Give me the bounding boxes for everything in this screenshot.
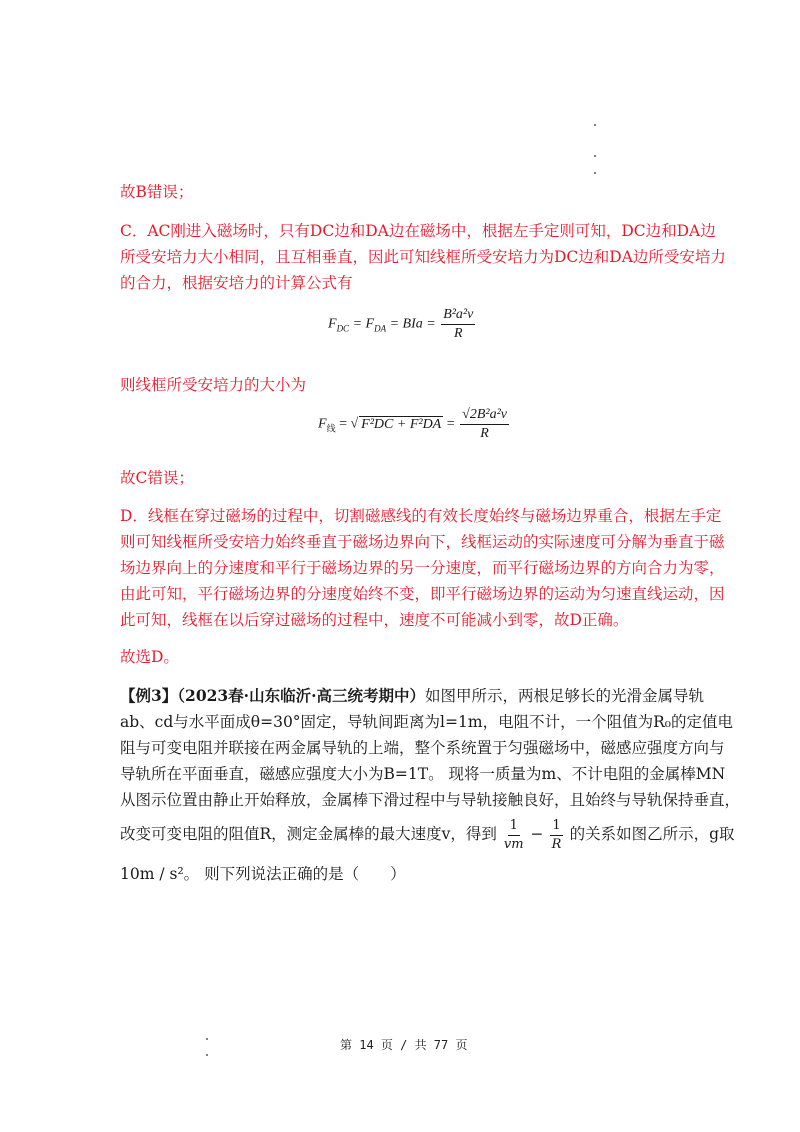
eq1-rhs: = BIa = <box>386 316 440 332</box>
sqrt-icon: √ <box>350 416 359 432</box>
choose-d-line: 故选D。 <box>120 648 179 666</box>
example-line-7: 10m / s²。 则下列说法正确的是（ ） <box>120 865 406 883</box>
example-source: （2023春·山东临沂·高三统考期中） <box>177 686 425 705</box>
d-line-5: 此可知，线框在以后穿过磁场的过程中，速度不可能减小到零，故D正确。 <box>120 611 629 629</box>
example-line-3: 阻与可变电阻并联接在两金属导轨的上端，整个系统置于匀强磁场中，磁感应强度方向与 <box>120 739 725 757</box>
example-tag: 【例3】 <box>120 686 178 705</box>
eq1-sub-dc: DC <box>336 323 350 334</box>
eq2-root: F²DC + F²DA <box>361 416 442 432</box>
eq1-fraction <box>441 306 475 343</box>
eq2-f: F <box>318 416 327 432</box>
frac3-num: 1 <box>508 817 520 836</box>
eq1-sub-da: DA <box>374 323 387 334</box>
c-line-2: 所受安培力大小相同，且互相垂直，因此可知线框所受安培力为DC边和DA边所受安培力 <box>120 248 726 266</box>
page-dot <box>594 172 596 174</box>
c-line-3: 的合力，根据安培力的计算公式有 <box>120 274 353 292</box>
eq1-numerator: B²a²v <box>441 306 475 325</box>
eq2-fraction <box>460 406 509 443</box>
eq2-sub: 线 <box>326 423 336 434</box>
frac-minus: − <box>525 825 549 843</box>
frac4-den: R <box>551 836 562 852</box>
eq2-eq: = <box>335 416 351 432</box>
eq1-mid: = F <box>349 316 375 332</box>
page-dot <box>594 155 596 157</box>
example-text-6b: 的关系如图乙所示，g取 <box>569 825 735 843</box>
example-line-6 <box>120 814 735 854</box>
example-text-6a: 改变可变电阻的阻值R，测定金属棒的最大速度v，得到 <box>120 825 497 843</box>
frac-1-over-r <box>550 817 562 854</box>
equation-1 <box>328 306 477 343</box>
eq1-f: F <box>328 316 337 332</box>
d-line-3: 场边界向上的分速度和平行于磁场边界的另一分速度，而平行磁场边界的方向合力为零， <box>120 559 725 577</box>
d-line-2: 则可知线框所受安培力始终垂直于磁场边界向下，线框运动的实际速度可分解为垂直于磁 <box>120 533 725 551</box>
page-dot <box>206 1038 208 1040</box>
c-wrong-line: 故C错误； <box>120 469 194 487</box>
example-line-5: 从图示位置由静止开始释放，金属棒下滑过程中与导轨接触良好，且始终与导轨保持垂直， <box>120 791 741 809</box>
frac4-num: 1 <box>550 817 562 836</box>
c-line-4: 则线框所受安培力的大小为 <box>120 376 307 394</box>
frac3-den: vm <box>503 836 524 852</box>
example-line-4: 导轨所在平面垂直，磁感应强度大小为B=1T。 现将一质量为m、不计电阻的金属棒MN <box>120 765 726 783</box>
example-line-1 <box>120 684 704 706</box>
page-footer: 第 14 页 / 共 77 页 <box>340 1038 468 1052</box>
b-wrong-line: 故B错误； <box>120 183 194 201</box>
page-dot <box>594 124 596 126</box>
eq1-denominator: R <box>453 326 463 341</box>
c-line-1: C．AC刚进入磁场时，只有DC边和DA边在磁场中，根据左手定则可知，DC边和DA边 <box>120 222 716 240</box>
eq2-denominator: R <box>480 426 489 441</box>
example-text-1: 如图甲所示，两根足够长的光滑金属导轨 <box>424 687 704 705</box>
eq2-eq2: = <box>443 416 459 432</box>
example-line-2: ab、cd与水平面成θ=30°固定，导轨间距离为l=1m，电阻不计，一个阻值为R₀的定值电 <box>120 713 733 731</box>
frac-1-over-vm <box>504 817 524 854</box>
eq2-numerator: √2B²a²v <box>460 406 509 425</box>
equation-2 <box>318 406 511 443</box>
d-line-1: D．线框在穿过磁场的过程中，切割磁感线的有效长度始终与磁场边界重合，根据左手定 <box>120 507 722 525</box>
page-dot <box>206 1054 208 1056</box>
d-line-4: 由此可知，平行磁场边界的分速度始终不变，即平行磁场边界的运动为匀速直线运动，因 <box>120 585 725 603</box>
